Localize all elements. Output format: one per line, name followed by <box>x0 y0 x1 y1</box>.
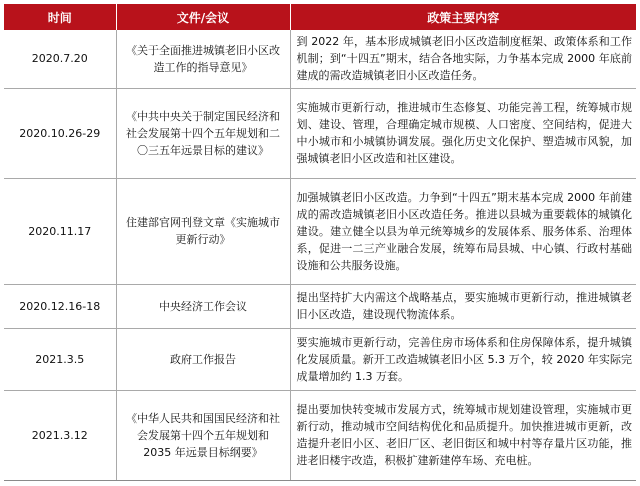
header-doc: 文件/会议 <box>116 4 290 30</box>
row-doc: 中央经济工作会议 <box>116 284 290 328</box>
row-content: 提出要加快转变城市发展方式，统筹城市规划建设管理，实施城市更新行动，推动城市空间结构优化和品质提升。加快推进城市更新，改造提升老旧小区、老旧厂区、老旧街区和城中村等存量片区功能，推进老旧楼宇改造，积极扩建新建停车场、充电桩。 <box>290 390 636 480</box>
table-row <box>4 328 636 390</box>
row-content: 实施城市更新行动，推进城市生态修复、功能完善工程，统筹城市规划、建设、管理，合理确定城市规模、人口密度、空间结构，促进大中小城市和小城镇协调发展。强化历史文化保护、塑造城市风貌，加强城镇老旧小区改造和社区建设。 <box>290 88 636 178</box>
row-time: 2020.7.20 <box>4 30 116 88</box>
row-time: 2020.12.16-18 <box>4 284 116 328</box>
table-row <box>4 178 636 284</box>
table-row <box>4 88 636 178</box>
row-doc: 《中共中央关于制定国民经济和社会发展第十四个五年规划和二〇三五年远景目标的建议》 <box>116 88 290 178</box>
policy-table <box>4 4 636 481</box>
row-time: 2021.3.5 <box>4 328 116 390</box>
row-doc: 《中华人民共和国国民经济和社会发展第十四个五年规划和 2035 年远景目标纲要》 <box>116 390 290 480</box>
table-row <box>4 390 636 480</box>
header-content: 政策主要内容 <box>290 4 636 30</box>
row-doc: 政府工作报告 <box>116 328 290 390</box>
row-time: 2020.11.17 <box>4 178 116 284</box>
header-time: 时间 <box>4 4 116 30</box>
table-header-row <box>4 4 636 30</box>
row-doc: 住建部官网刊登文章《实施城市更新行动》 <box>116 178 290 284</box>
table-row <box>4 30 636 88</box>
row-doc: 《关于全面推进城镇老旧小区改造工作的指导意见》 <box>116 30 290 88</box>
row-content: 要实施城市更新行动，完善住房市场体系和住房保障体系，提升城镇化发展质量。新开工改造城镇老旧小区 5.3 万个，较 2020 年实际完成量增加约 1.3 万套。 <box>290 328 636 390</box>
table-row <box>4 284 636 328</box>
row-time: 2021.3.12 <box>4 390 116 480</box>
row-content: 加强城镇老旧小区改造。力争到“十四五”期末基本完成 2000 年前建成的需改造城镇老旧小区改造任务。推进以县城为重要载体的城镇化建设。建立健全以县为单元统筹城乡的发展体系、服务体系、治理体系，促进一二三产业融合发展，统筹布局县城、中心镇、行政村基础设施和公共服务设施。 <box>290 178 636 284</box>
row-content: 到 2022 年，基本形成城镇老旧小区改造制度框架、政策体系和工作机制；到“十四五”期末，结合各地实际，力争基本完成 2000 年底前建成的需改造城镇老旧小区改造任务。 <box>290 30 636 88</box>
row-time: 2020.10.26-29 <box>4 88 116 178</box>
policy-table-container <box>4 4 636 481</box>
row-content: 提出坚持扩大内需这个战略基点，要实施城市更新行动，推进城镇老旧小区改造，建设现代物流体系。 <box>290 284 636 328</box>
